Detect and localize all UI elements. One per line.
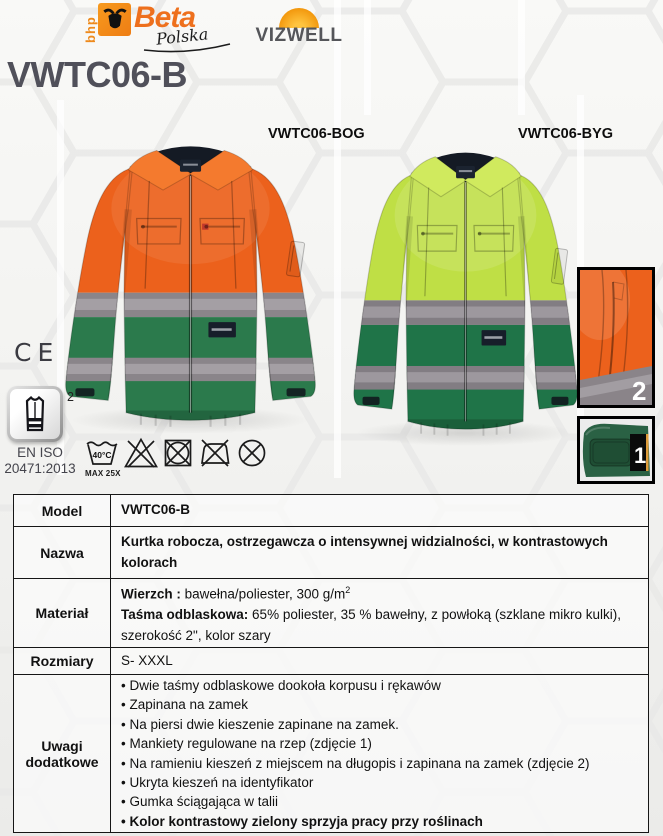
product-label-bog: VWTC06-BOG: [268, 126, 365, 142]
do-not-bleach-icon: [124, 436, 158, 470]
detail-photo-cuff: [577, 416, 655, 484]
table-row-notes: [14, 675, 648, 832]
material-line1-bold: Wierzch :: [121, 586, 181, 602]
row-label-material: Materiał: [14, 579, 111, 647]
spec-table: [13, 494, 649, 833]
do-not-dry-clean-icon: [235, 436, 269, 470]
vest-superscript: 2: [67, 390, 74, 404]
wash-40-icon: [85, 436, 121, 478]
note-bullet: • Na piersi dwie kieszenie zapinane na zamek.: [121, 715, 638, 734]
polska-underline: [142, 43, 232, 53]
do-not-tumble-dry-icon: [161, 436, 195, 470]
material-line1-sup: 2: [345, 585, 351, 595]
ce-mark: CE: [14, 338, 60, 367]
row-label-notes: Uwagi dodatkowe: [14, 675, 111, 832]
do-not-iron-icon: [198, 436, 232, 470]
en-iso-line1: EN ISO: [17, 445, 63, 460]
note-bullet: • Zapinana na zamek: [121, 695, 638, 714]
model-value: VWTC06-B: [121, 502, 191, 518]
detail-photo-sleeve-pocket: [577, 267, 655, 408]
notes-value: [111, 675, 648, 832]
row-label-sizes: Rozmiary: [14, 648, 111, 674]
beta-wordmark: Beta: [134, 1, 196, 34]
wash-max-label: MAX 25X: [85, 469, 121, 478]
jacket-photo-bog: [48, 122, 333, 437]
table-row-material: [14, 579, 648, 648]
en-iso-line2: 20471:2013: [4, 460, 76, 476]
jacket-photo-byg: [338, 128, 593, 446]
en-iso-standard: [0, 445, 80, 476]
bull-icon: [98, 3, 131, 36]
beta-polska-logo: [83, 1, 210, 49]
vizwell-logo: [249, 8, 349, 47]
note-bullet: • Gumka ściągająca w talii: [121, 792, 638, 811]
material-line2-rest: 65% poliester, 35 % bawełny, z powłoką (szklane mikro kulki), szerokość 2", kolor szary: [121, 607, 621, 643]
photo-separator: [518, 0, 525, 115]
row-label-model: Model: [14, 495, 111, 526]
bhp-label: bhp: [83, 16, 98, 43]
en-iso-vest-icon: [7, 386, 63, 442]
table-row-model: [14, 495, 648, 527]
svg-text:40°C: 40°C: [92, 450, 112, 460]
polska-script: Polska: [155, 24, 210, 49]
care-symbols: [85, 436, 269, 478]
table-row-sizes: [14, 648, 648, 675]
detail-number-2: 2: [632, 376, 647, 405]
note-bullet-bold: • Kolor kontrastowy zielony sprzyja pracy przy roślinach: [121, 812, 638, 831]
note-bullet: • Na ramieniu kieszeń z miejscem na długopis i zapinana na zamek (zdjęcie 2): [121, 754, 638, 773]
photo-separator: [364, 0, 371, 115]
row-label-name: Nazwa: [14, 527, 111, 578]
note-bullet: • Ukryta kieszeń na identyfikator: [121, 773, 638, 792]
product-label-byg: VWTC06-BYG: [518, 126, 614, 142]
material-line1-rest: bawełna/poliester, 300 g/m: [180, 586, 346, 602]
sizes-value: S- XXXL: [121, 652, 173, 668]
vizwell-wordmark: VIZWELL: [255, 25, 343, 46]
detail-number-1: 1: [634, 443, 647, 468]
material-value: [111, 579, 648, 647]
material-line2-bold: Taśma odblaskowa:: [121, 607, 249, 622]
page-title: VWTC06-B: [7, 54, 188, 95]
name-value: Kurtka robocza, ostrzegawcza o intensywnej widzialności, w kontrastowych kolorach: [121, 534, 608, 570]
note-bullet: • Mankiety regulowane na rzep (zdjęcie 1): [121, 734, 638, 753]
note-bullet: • Dwie taśmy odblaskowe dookoła korpusu i rękawów: [121, 676, 638, 695]
table-row-name: [14, 527, 648, 579]
